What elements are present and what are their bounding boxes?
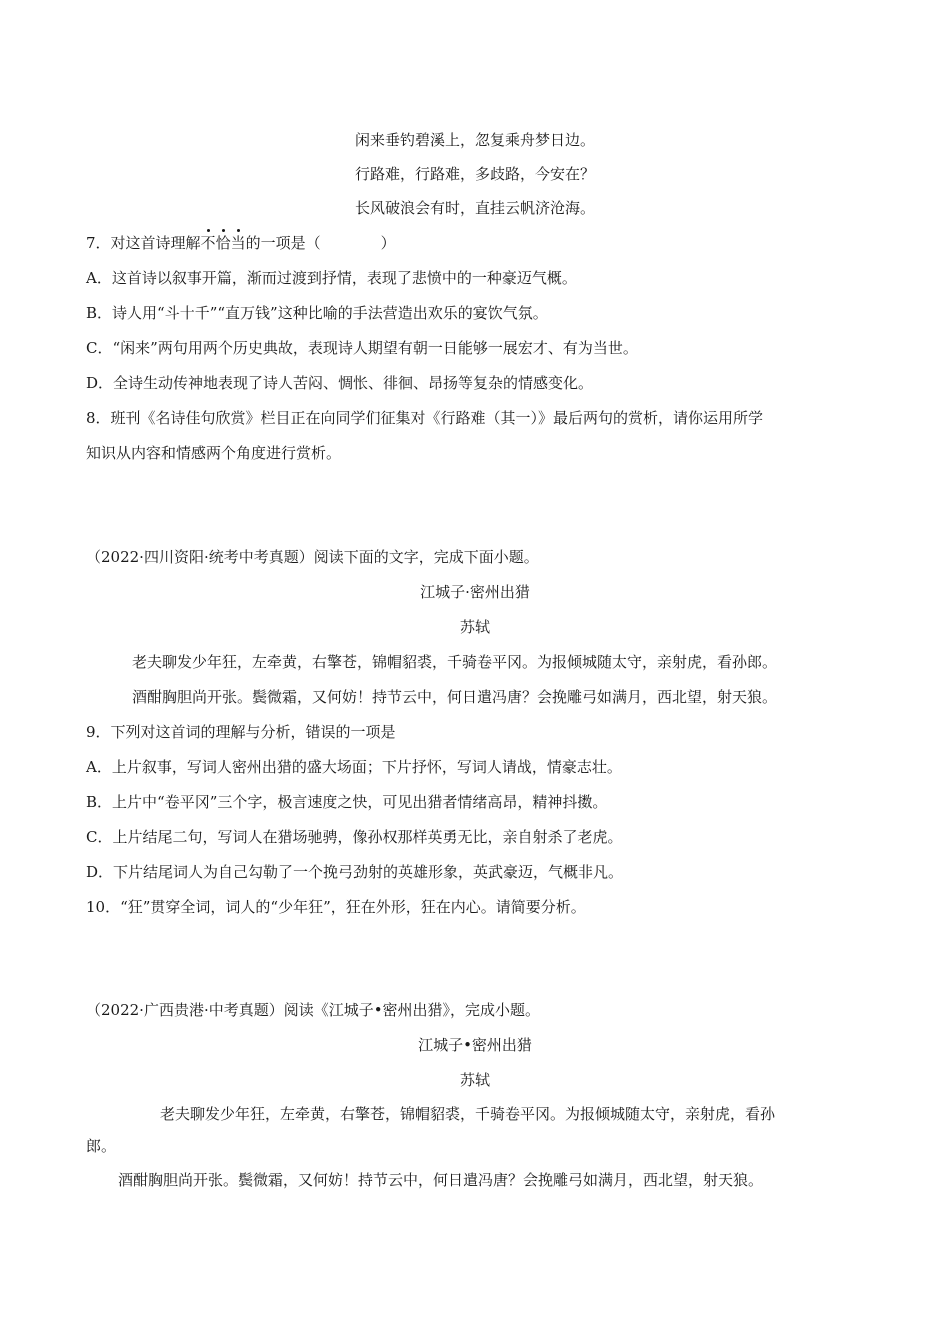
question-8-continued: 知识从内容和情感两个角度进行赏析。 <box>86 444 342 462</box>
option-b: B．诗人用“斗十千”“直万钱”这种比喻的手法营造出欢乐的宴饮气氛。 <box>86 304 548 322</box>
poem-text: 酒酣胸胆尚开张。鬓微霜，又何妨！持节云中，何日遣冯唐？会挽雕弓如满月，西北望，射天狼。 <box>132 688 778 706</box>
poem-text: 酒酣胸胆尚开张。鬓微霜，又何妨！持节云中，何日遣冯唐？会挽雕弓如满月，西北望，射天狼。 <box>118 1171 764 1189</box>
option-d: D．全诗生动传神地表现了诗人苦闷、惆怅、徘徊、昂扬等复杂的情感变化。 <box>86 374 594 392</box>
option-a: A．上片叙事，写词人密州出猎的盛大场面；下片抒怀，写词人请战，情豪志壮。 <box>86 758 622 776</box>
poem-line: 长风破浪会有时，直挂云帆济沧海。 <box>354 199 595 217</box>
question-7-prefix: 7．对这首诗理解 <box>86 234 201 252</box>
option-c: C．上片结尾二句，写词人在猎场驰骋，像孙权那样英勇无比，亲自射杀了老虎。 <box>86 828 623 846</box>
emphasis-char: 不 <box>200 234 216 252</box>
poem-title: 江城子•密州出猎 <box>418 1036 532 1054</box>
poem-text: 老夫聊发少年狂，左牵黄，右擎苍，锦帽貂裘，千骑卷平冈。为报倾城随太守，亲射虎，看孙郎。 <box>132 653 778 671</box>
option-c: C．“闲来”两句用两个历史典故，表现诗人期望有朝一日能够一展宏才、有为当世。 <box>86 339 638 357</box>
poem-author: 苏轼 <box>459 1071 490 1089</box>
poem-text: 老夫聊发少年狂，左牵黄，右擎苍，锦帽貂裘，千骑卷平冈。为报倾城随太守，亲射虎，看孙 <box>160 1105 776 1123</box>
question-7 <box>86 233 396 253</box>
emphasis-char: 当 <box>230 234 246 252</box>
question-8: 8．班刊《名诗佳句欣赏》栏目正在向同学们征集对《行路难（其一）》最后两句的赏析，请你运用所学 <box>86 409 764 427</box>
poem-line: 行路难，行路难，多歧路，今安在？ <box>354 165 595 183</box>
option-d: D．下片结尾词人为自己勾勒了一个挽弓劲射的英雄形象，英武豪迈，气概非凡。 <box>86 863 624 881</box>
question-7-suffix: 的一项是（ ） <box>245 234 396 252</box>
poem-author: 苏轼 <box>459 618 490 636</box>
question-9: 9．下列对这首词的理解与分析，错误的一项是 <box>86 723 396 741</box>
source-line: （2022·四川资阳·统考中考真题）阅读下面的文字，完成下面小题。 <box>86 548 539 566</box>
source-line: （2022·广西贵港·中考真题）阅读《江城子•密州出猎》，完成小题。 <box>86 1001 541 1019</box>
option-a: A．这首诗以叙事开篇，渐而过渡到抒情，表现了悲愤中的一种豪迈气概。 <box>86 269 577 287</box>
emphasis-char: 恰 <box>215 234 231 252</box>
option-b: B．上片中“卷平冈”三个字，极言速度之快，可见出猎者情绪高昂，精神抖擞。 <box>86 793 608 811</box>
poem-title: 江城子·密州出猎 <box>420 583 530 601</box>
question-10: 10．“狂”贯穿全词，词人的“少年狂”，狂在外形，狂在内心。请简要分析。 <box>86 898 586 916</box>
poem-line: 闲来垂钓碧溪上，忽复乘舟梦日边。 <box>354 131 595 149</box>
poem-text: 郎。 <box>86 1137 117 1155</box>
